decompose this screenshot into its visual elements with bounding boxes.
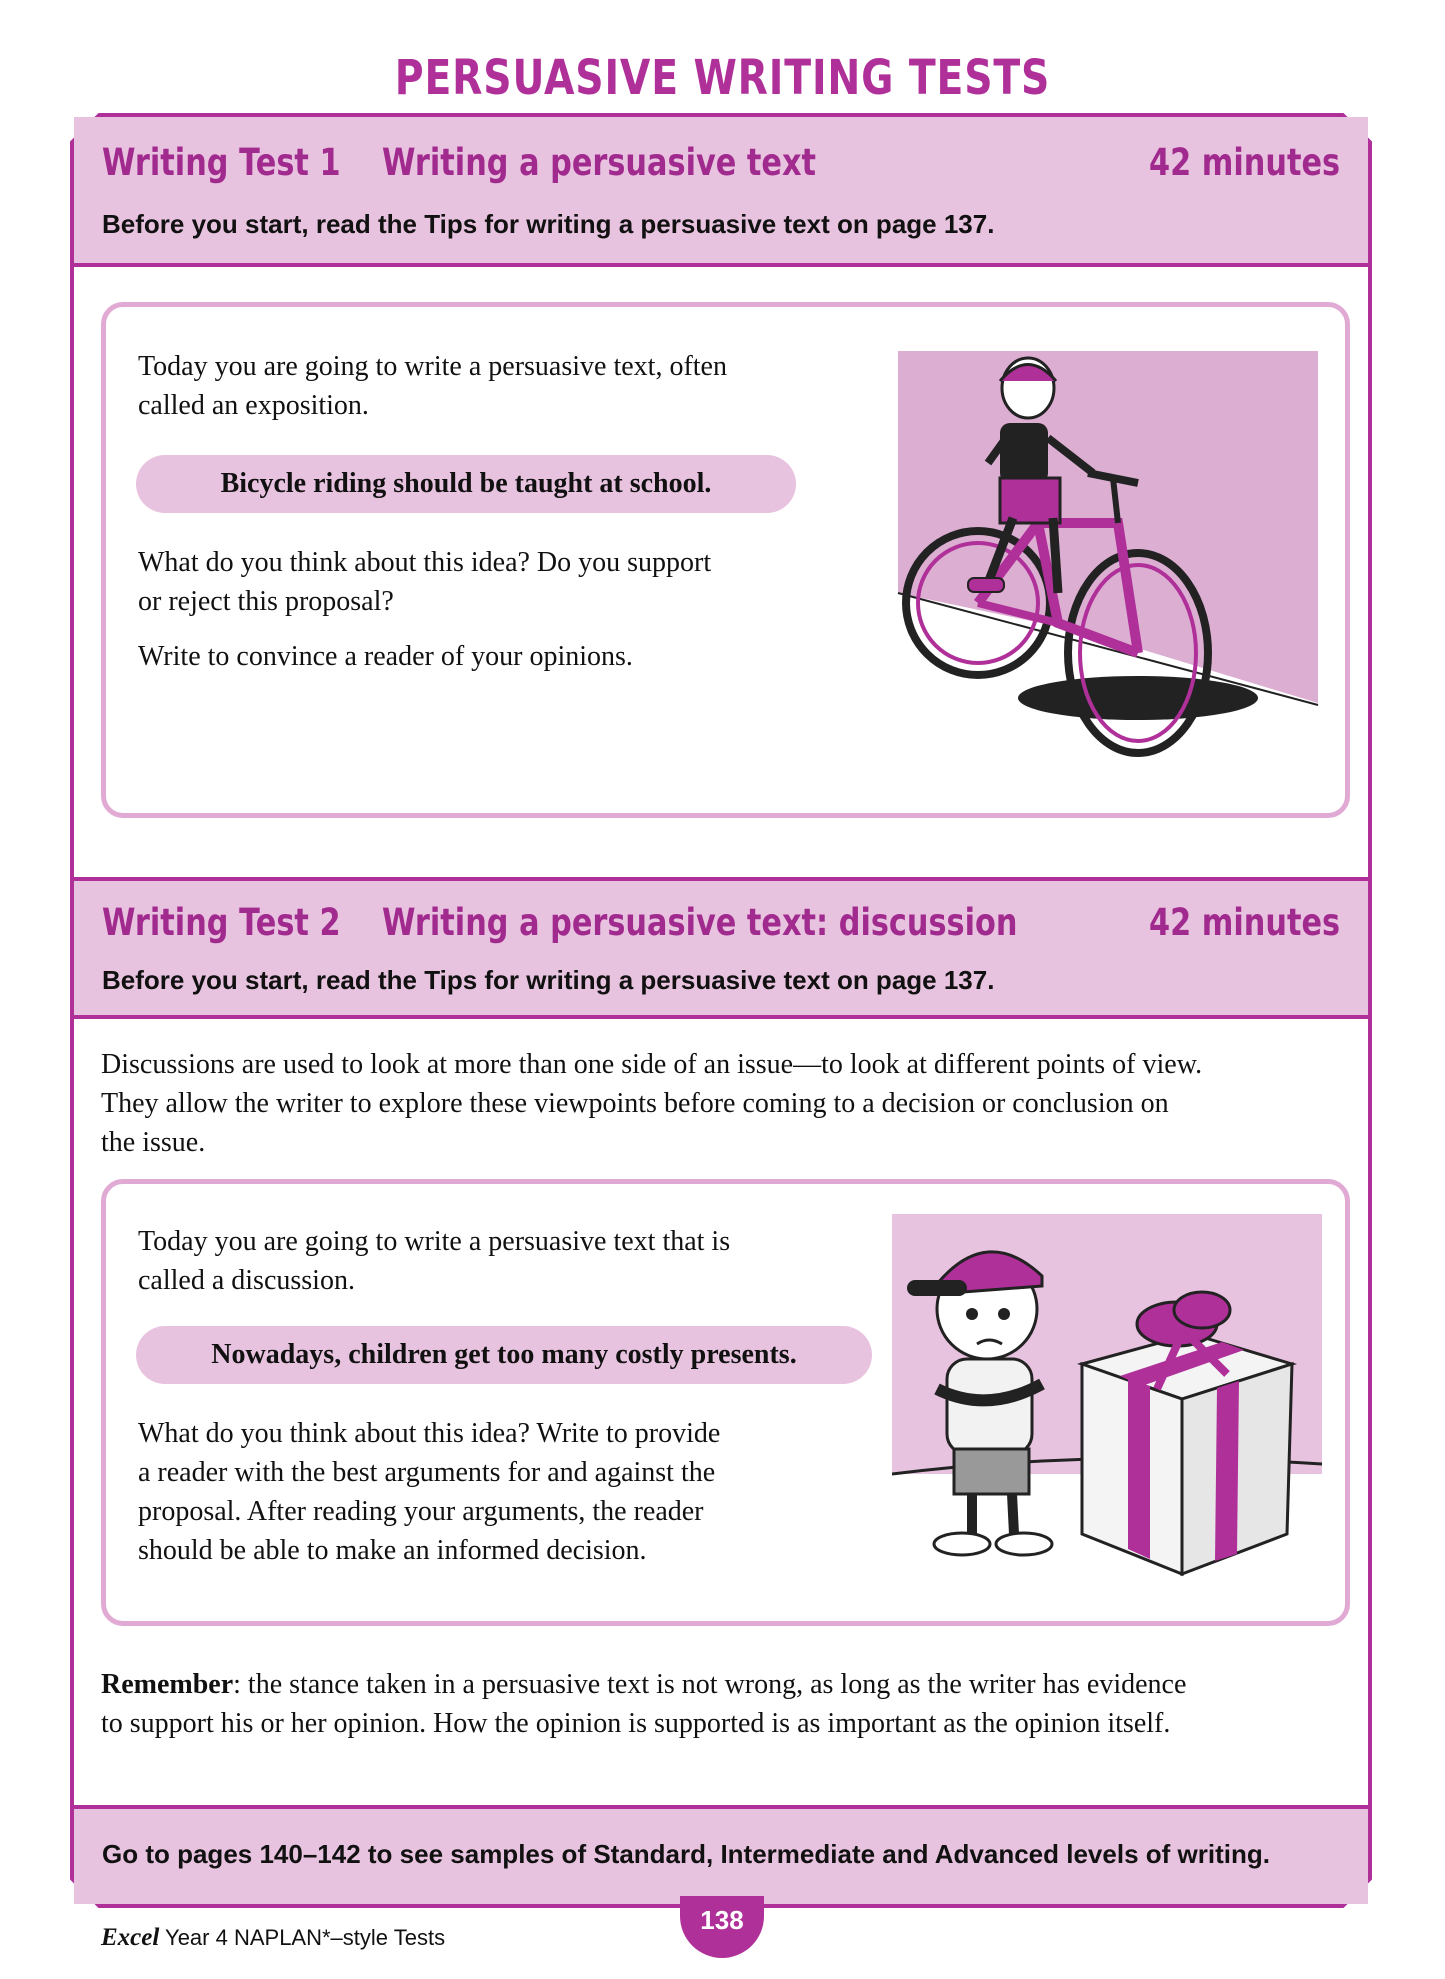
remember-note: Remember: the stance taken in a persuasive text is not wrong, as long as the writer has evidence to support his or her opinion. How the opinion is supported is as important as the opinion itself. bbox=[101, 1669, 1187, 1739]
test1-intro: Today you are going to write a persuasive text, often called an exposition. bbox=[138, 351, 727, 421]
test1-instruction: Before you start, read the Tips for writing a persuasive text on page 137. bbox=[102, 209, 995, 239]
test1-topic-pill: Bicycle riding should be taught at school. bbox=[136, 455, 796, 513]
footer-book-title: Excel Year 4 NAPLAN*–style Tests bbox=[101, 1924, 446, 1951]
test1-question: What do you think about this idea? Do you support or reject this proposal? bbox=[138, 547, 712, 617]
test2-instruction: Before you start, read the Tips for writing a persuasive text on page 137. bbox=[102, 965, 995, 995]
test1-time: 42 minutes bbox=[1148, 141, 1340, 184]
test1-name: Writing a persuasive text bbox=[382, 141, 817, 184]
test2-name: Writing a persuasive text: discussion bbox=[382, 901, 1018, 944]
test2-time: 42 minutes bbox=[1148, 901, 1340, 944]
excel-brand: Excel bbox=[101, 1924, 160, 1951]
page-title: PERSUASIVE WRITING TESTS bbox=[394, 50, 1051, 106]
remember-label: Remember bbox=[101, 1669, 234, 1700]
test1-header bbox=[74, 117, 1368, 267]
test2-heading bbox=[102, 901, 1340, 953]
test1-task: Write to convince a reader of your opinions. bbox=[138, 641, 633, 672]
discussion-intro: Discussions are used to look at more than one side of an issue—to look at different points of view. They allow the writer to explore these viewpoints before coming to a decision or conclusion on the issue. bbox=[101, 1049, 1203, 1158]
test2-prompt-box bbox=[101, 1179, 1350, 1626]
samples-band bbox=[74, 1805, 1368, 1904]
test2-topic-pill: Nowadays, children get too many costly presents. bbox=[136, 1326, 872, 1384]
samples-pointer: Go to pages 140–142 to see samples of Standard, Intermediate and Advanced levels of writing. bbox=[102, 1839, 1270, 1869]
test2-question: What do you think about this idea? Write to provide a reader with the best arguments for and against the proposal. After reading your arguments, the reader should be able to make an informed decision. bbox=[138, 1418, 721, 1566]
test2-intro: Today you are going to write a persuasive text that is called a discussion. bbox=[138, 1226, 731, 1296]
page-number: 138 bbox=[680, 1896, 764, 1958]
bicycle-rider-illustration bbox=[888, 343, 1338, 783]
test2-header bbox=[74, 877, 1368, 1019]
test1-heading bbox=[102, 141, 1340, 193]
boy-with-present-illustration bbox=[892, 1214, 1342, 1594]
test1-prompt-box bbox=[101, 302, 1350, 818]
test1-number: Writing Test 1 bbox=[102, 141, 341, 184]
test2-number: Writing Test 2 bbox=[102, 901, 341, 944]
